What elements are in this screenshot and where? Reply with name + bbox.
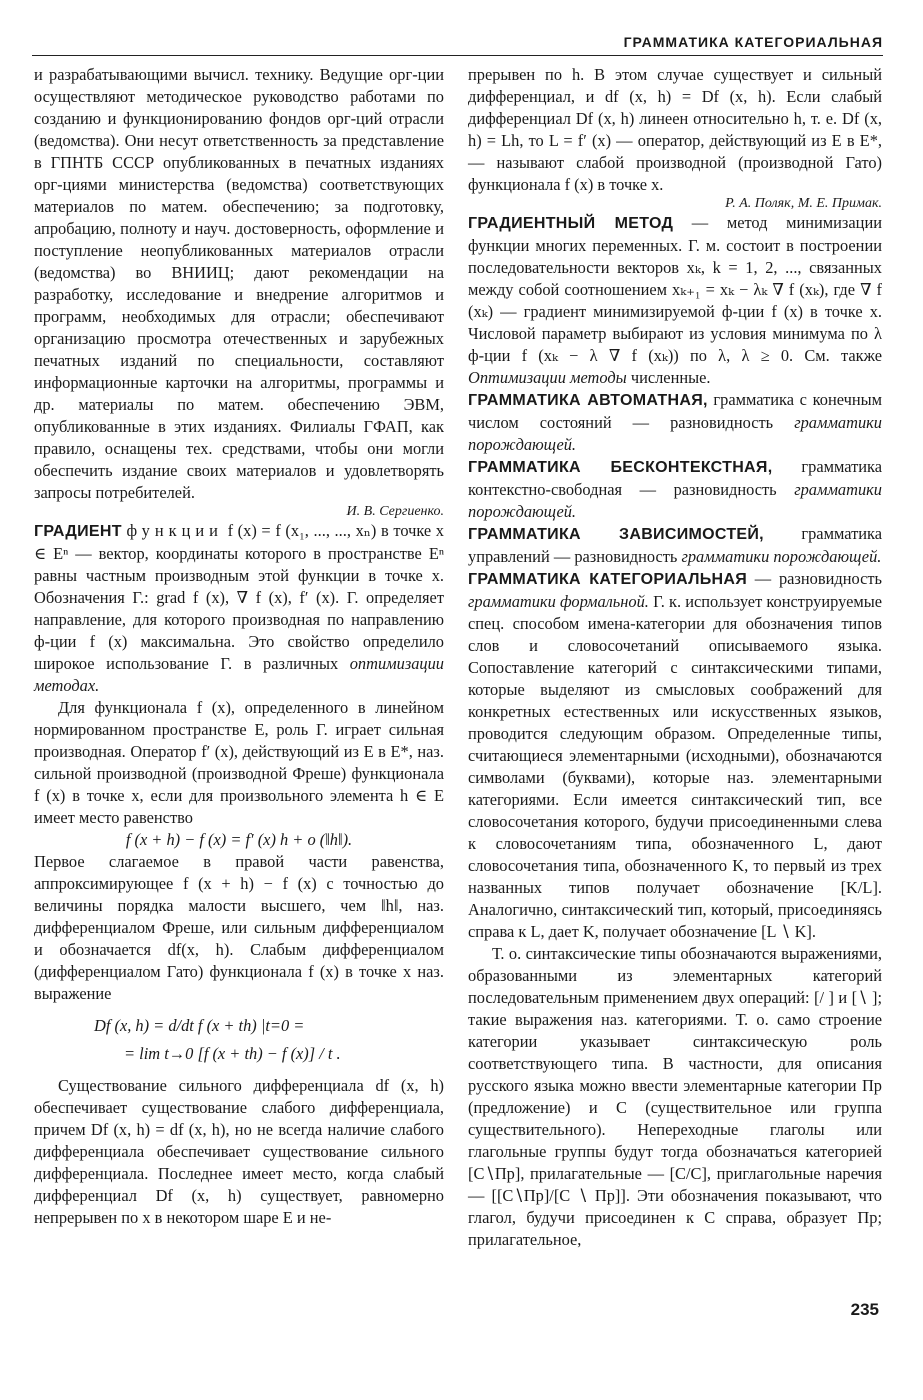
- equation: f (x + h) − f (x) = f′ (x) h + o (‖h‖).: [125, 830, 353, 849]
- entry-text: — метод минимизации функции многих переменных. Г. м. состоит в построении последовательности векторов xₖ, k = 1, 2, ..., связанных между собой соотношением xₖ₊₁ = xₖ − λₖ ∇ f (xₖ), где ∇ f (xₖ) — градиент минимизируемой ф-ции f (x) в точке x. Числовой параметр выбирают из условия минимума по λ ф-ции f (xₖ − λ ∇ f (xₖ)) по λ, λ ≥ 0. См. также: [468, 213, 882, 365]
- entry-text: грамматика контекстно-свободная — разновидность: [468, 457, 883, 499]
- running-header: [0, 0, 923, 52]
- entry-text: — разновидность: [747, 569, 883, 588]
- cross-reference-link[interactable]: оптимизации методах.: [34, 654, 444, 695]
- entry-text: f (x) = f (x₁, ..., ..., xₙ) в точке x ∈ Eⁿ — вектор, координаты которого в пространстве Eⁿ равны частным производным этой функции в точке x. Обозначения Г.: grad f (x), ∇ f (x), f′ (x). Г. определяет направление, для которого производная по направлению ф-ции f (x) максимальна. Это свойство определило широкое использование Г. в различных: [34, 521, 444, 673]
- entry-gradient-method: [468, 212, 882, 389]
- entry-grammar-dependency: [468, 523, 882, 568]
- author-signature: Р. А. Поляк, М. Е. Примак.: [725, 196, 882, 211]
- headword: ГРАММАТИКА АВТОМАТНАЯ,: [468, 392, 708, 409]
- cross-reference-link[interactable]: грамматики порождающей.: [468, 480, 882, 521]
- headword: ГРАММАТИКА ЗАВИСИМОСТЕЙ,: [468, 526, 764, 543]
- paragraph: Существование сильного дифференциала df (x, h) обеспечивает существование слабого дифференциала, причем Df (x, h) = df (x, h), но не всегда наличие слабого дифференциала обеспечивает существование сильного дифференциала. Последнее имеет место, когда слабый дифференциал Df (x, h) существует, равномерно непрерывен по x в некотором шаре E и не-: [34, 1076, 444, 1227]
- equation-line: Df (x, h) = d/dt f (x + th) |t=0 =: [94, 1016, 305, 1035]
- headword: ГРАММАТИКА БЕСКОНТЕКСТНАЯ,: [468, 459, 773, 476]
- header-rule: [32, 55, 883, 56]
- paragraph: Для функционала f (x), определенного в линейном нормированном пространстве E, роль Г. играет сильная производная. Оператор f′ (x), действующий из E в E*, наз. сильной производной (производной Фреше) функционала f (x) в точке x, если для произвольного элемента h ∈ E имеет место равенство: [34, 698, 444, 827]
- page-number: 235: [850, 1300, 879, 1319]
- equation-line: = lim t→0 [f (x + th) − f (x)] / t .: [124, 1044, 341, 1063]
- cross-reference-link[interactable]: грамматики формальной.: [468, 592, 649, 611]
- headword: ГРАДИЕНТНЫЙ МЕТОД: [468, 215, 674, 232]
- cross-reference-link[interactable]: грамматики порождающей.: [468, 413, 882, 454]
- left-column: [34, 64, 444, 1229]
- equation-block: [94, 1015, 444, 1065]
- cross-reference-link[interactable]: грамматики порождающей.: [681, 547, 882, 566]
- author-signature: И. В. Сергиенко.: [346, 504, 444, 519]
- entry-grammar-automaton: [468, 389, 882, 456]
- paragraph: и разрабатывающими вычисл. технику. Ведущие орг-ции осуществляют методическое руководство работами по созданию и функционированию фондов орг-ций отрасли (ведомства). Они несут ответственность за представление в ГПНТБ СССР опубликованных в печатных изданиях орг-циями министерства (ведомства) соответствующих материалов по матем. обеспечению; за подготовку, апробацию, полноту и науч. достоверность, оформление и поступление неопубликованных материалов отрасли (ведомства) во ВНИИЦ; дают рекомендации на разработку, исследование и внедрение алгоритмов и программ, необходимых для отрасли; обеспечивают организацию просмотра отечественных и зарубежных печатных изданий по специальности, составляют информационные карточки на алгоритмы, программы и др. материалы по матем. обеспечению ЭВМ, опубликованные в этих изданиях. Филиалы ГФАП, как правило, оснащены тех. средствами, чтобы они могли обеспечить издание своих материалов и удовлетворять запросы потребителей.: [34, 65, 444, 502]
- headword: ГРАДИЕНТ: [34, 523, 122, 540]
- cross-reference-link[interactable]: Оптимизации методы: [468, 368, 627, 387]
- entry-text: грамматика управлений — разновидность: [468, 524, 882, 566]
- running-head-title: ГРАММАТИКА КАТЕГОРИАЛЬНАЯ: [623, 34, 883, 50]
- paragraph: Т. о. синтаксические типы обозначаются выражениями, образованными из элементарных категорий последовательным применением двух операций: [/ ] и [∖ ]; такие выражения наз. категориями. Т. о. само строение категории указывает синтаксическую роль соответствующего типа. В частности, для описания русского языка можно ввести элементарные категории Пр (предложение) и С (существительное или группа существительного). Непереходные глаголы или глагольные группы будут тогда обозначаться категорией [С∖Пр], прилагательные — [С/С], приглагольные наречия — [[С∖Пр]/[С ∖ Пр]]. Эти обозначения показывают, что глагол, будучи присоединен к С справа, образует Пр; прилагательное,: [468, 944, 882, 1249]
- paragraph: Первое слагаемое в правой части равенства, аппроксимирующее f (x + h) − f (x) с точностью до величины порядка малости высшего, чем ‖h‖, наз. дифференциалом Фреше, или сильным дифференциалом и обозначается df(x, h). Слабым дифференциалом (дифференциалом Гато) функционала f (x) в точке x наз. выражение: [34, 852, 444, 1003]
- entry-text: численные.: [626, 368, 711, 387]
- right-column: [468, 64, 882, 1251]
- spaced-term: функции: [126, 521, 223, 540]
- entry-gradient: [34, 520, 444, 697]
- paragraph: прерывен по h. В этом случае существует и сильный дифференциал, и df (x, h) = Df (x, h). Если слабый дифференциал Df (x, h) линеен относительно h, т. е. Df (x, h) = Lh, то L = f′ (x) — оператор, действующий из E в E*,— называют слабой производной (производной Гато) функционала f (x) в точке x.: [468, 65, 882, 194]
- entry-text: Г. к. использует конструируемые спец. способом имена-категории для обозначения типов слов и словосочетаний описываемого языка. Сопоставление категорий с синтаксическими типами, которые выделяют из смысловых соображений для конкретных естественных или искусственных языков, проводится следующим образом. Определенные типы, считающиеся элементарными (исходными), обозначаются символами (буквами), которые наз. элементарными категориями. Если имеется синтаксический тип, все словосочетания которого, будучи присоединенными слева к словосочетаниям типа, обозначенного L, дают словосочетания типа, обозначенного K, то первый из трех названных типов получает обозначение [K/L]. Аналогично, синтаксический тип, который, присоединяясь справа к L, дает K, получает обозначение [L ∖ K].: [468, 592, 882, 941]
- entry-grammar-context-free: [468, 456, 882, 523]
- entry-grammar-categorial: [468, 568, 882, 943]
- headword: ГРАММАТИКА КАТЕГОРИАЛЬНАЯ: [468, 571, 748, 588]
- entry-text: грамматика с конечным числом состояний — разновидность: [468, 390, 882, 432]
